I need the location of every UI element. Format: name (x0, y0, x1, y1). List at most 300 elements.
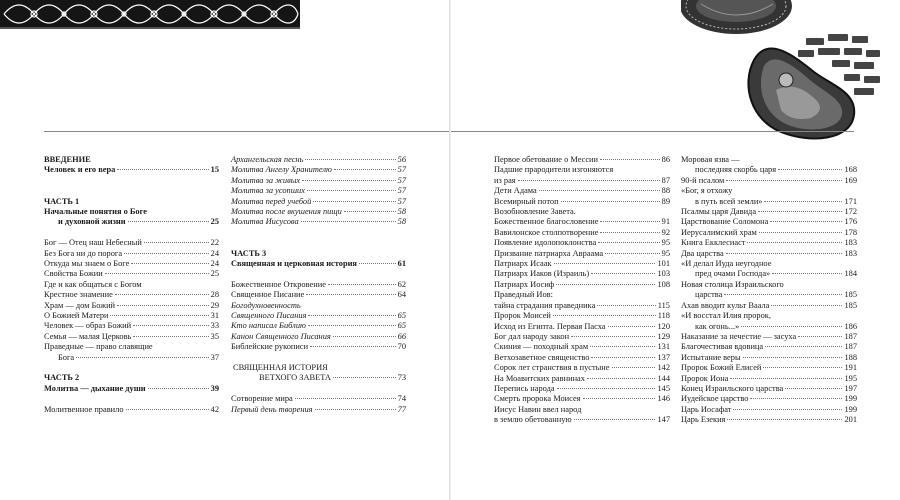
toc-page-number: 25 (210, 269, 219, 279)
toc-page-number: 57 (397, 165, 406, 175)
toc-entry-title: Иерусалимский храм (681, 227, 757, 237)
leader-dots (587, 378, 655, 379)
toc-page-number: 191 (844, 363, 857, 373)
leader-dots (553, 315, 656, 316)
toc-entry-title: Иисус Навин ввел народ (494, 404, 582, 414)
toc-entry[interactable] (494, 384, 670, 394)
leader-dots (765, 346, 842, 347)
toc-entry[interactable] (681, 217, 857, 227)
toc-page-number: 146 (657, 394, 670, 404)
toc-entry[interactable] (494, 228, 670, 238)
toc-entry-title: Возобновление Завета. (494, 207, 576, 217)
toc-entry-title: Свойства Божии (44, 269, 103, 279)
toc-entry-title: 90-й псалом (681, 175, 725, 185)
toc-entry-title: Священное Писание (231, 290, 305, 300)
toc-page-number: 142 (657, 363, 670, 373)
leader-dots (597, 305, 655, 306)
toc-entry[interactable] (44, 280, 219, 290)
leader-dots (726, 180, 842, 181)
right-page (451, 0, 900, 500)
toc-entry-title: Псалмы царя Давида (681, 207, 757, 217)
left-page (0, 0, 449, 500)
toc-page-number: 108 (657, 279, 670, 289)
toc-entry-title: «И делал Иуда неугодное (681, 259, 772, 269)
toc-entry[interactable] (231, 280, 406, 290)
leader-dots (591, 357, 655, 358)
leader-dots (110, 315, 208, 316)
toc-entry-title: тайна страдания праведника (494, 300, 596, 310)
toc-entry[interactable] (681, 394, 857, 404)
header-rule (44, 131, 449, 132)
leader-dots (785, 388, 842, 389)
toc-entry[interactable] (681, 165, 857, 175)
toc-entry[interactable] (494, 280, 670, 290)
toc-entry[interactable] (231, 301, 406, 311)
toc-entry[interactable] (494, 186, 670, 196)
toc-entry-title: Человек — образ Божий (44, 321, 132, 331)
toc-entry[interactable] (44, 269, 219, 279)
toc-spacer (44, 394, 219, 404)
leader-dots (590, 346, 655, 347)
toc-entry-title: Бог дал народу закон (494, 331, 570, 341)
toc-entry-title: Крестное знамение (44, 290, 113, 300)
toc-spacer (44, 176, 219, 197)
toc-page-number: 58 (397, 207, 406, 217)
leader-dots (128, 221, 209, 222)
leader-dots (308, 325, 396, 326)
toc-entry-title: На Моавитских равнинах (494, 373, 585, 383)
toc-page-number: 87 (661, 175, 670, 185)
toc-entry-title: Человек и его вера (44, 165, 116, 175)
toc-entry[interactable] (44, 321, 219, 331)
toc-entry-title: Ветхозаветное священство (494, 352, 590, 362)
leader-dots (770, 221, 842, 222)
toc-entry[interactable] (681, 259, 857, 269)
toc-entry-title: пред очами Господа» (695, 269, 771, 279)
toc-page-number: 92 (661, 227, 670, 237)
toc-entry[interactable] (44, 165, 219, 175)
toc-entry-title: Пророк Моисей (494, 311, 551, 321)
toc-page-number: 131 (657, 342, 670, 352)
leader-dots (117, 169, 208, 170)
toc-page-number: 115 (657, 300, 670, 310)
toc-entry[interactable] (231, 197, 406, 207)
leader-dots (598, 242, 659, 243)
toc-page-number: 169 (844, 175, 857, 185)
toc-page-number: 101 (657, 259, 670, 269)
toc-page-number: 57 (397, 196, 406, 206)
toc-page-number: 42 (210, 404, 219, 414)
toc-entry[interactable] (494, 405, 670, 415)
toc-entry-title: Появление идолопоклонства (494, 238, 597, 248)
toc-spacer (231, 353, 406, 363)
leader-dots (344, 211, 396, 212)
toc-entry[interactable] (494, 197, 670, 207)
toc-entry[interactable] (44, 405, 219, 415)
toc-entry[interactable] (494, 374, 670, 384)
toc-entry-title: Призвание патриарха Авраама (494, 248, 604, 258)
toc-entry-title: Книга Екклесиаст (681, 238, 746, 248)
toc-page-number: 183 (844, 248, 857, 258)
leader-dots (148, 388, 209, 389)
toc-spacer (44, 228, 219, 238)
toc-page-number: 65 (397, 311, 406, 321)
toc-page-number: 70 (397, 342, 406, 352)
toc-entry-title: Патриарх Исаак (494, 259, 552, 269)
toc-entry[interactable] (494, 332, 670, 342)
toc-entry-title: Канон Священного Писания (231, 331, 331, 341)
toc-entry[interactable] (44, 342, 219, 352)
leader-dots (124, 253, 209, 254)
toc-entry-title: Иудейское царство (681, 394, 749, 404)
toc-page-number: 183 (844, 238, 857, 248)
toc-entry[interactable] (231, 207, 406, 217)
toc-entry-title: Божественное Откровение (231, 279, 326, 289)
toc-entry[interactable] (681, 332, 857, 342)
toc-entry[interactable] (494, 238, 670, 248)
toc-entry[interactable] (231, 405, 406, 415)
toc-entry[interactable] (231, 259, 406, 269)
toc-entry[interactable] (681, 322, 857, 332)
toc-page-number: 129 (657, 331, 670, 341)
toc-entry[interactable] (494, 259, 670, 269)
toc-entry-title: Конец Израильского царства (681, 383, 784, 393)
toc-entry-title: ЧАСТЬ 2 (44, 373, 80, 383)
toc-page-number: 199 (844, 404, 857, 414)
leader-dots (334, 169, 396, 170)
toc-entry-title: в путь всей земли» (695, 196, 763, 206)
toc-page-number: 74 (397, 394, 406, 404)
toc-entry-title: Молитва после вкушения пищи (231, 207, 342, 217)
toc-page-number: 171 (844, 196, 857, 206)
leader-dots (759, 232, 843, 233)
illustration-icon (736, 30, 886, 145)
toc-page-number: 144 (657, 373, 670, 383)
toc-entry-title: Скиния — походный храм (494, 342, 589, 352)
leader-dots (133, 336, 208, 337)
toc-entry-title: царства (695, 290, 723, 300)
leader-dots (724, 294, 842, 295)
toc-entry[interactable] (681, 353, 857, 363)
toc-entry-title: Молитва Ангелу Хранителю (231, 165, 332, 175)
toc-entry-title: Священного Писания (231, 311, 307, 321)
leader-dots (359, 263, 396, 264)
toc-entry[interactable] (44, 259, 219, 269)
toc-page-number: 77 (397, 404, 406, 414)
toc-entry[interactable] (494, 155, 670, 165)
toc-page-number: 197 (844, 383, 857, 393)
leader-dots (726, 253, 843, 254)
toc-entry[interactable] (681, 207, 857, 217)
toc-page-number: 73 (397, 373, 406, 383)
toc-column (681, 155, 857, 426)
toc-entry[interactable] (494, 269, 670, 279)
toc-page-number: 24 (210, 259, 219, 269)
toc-page-number: 37 (210, 352, 219, 362)
toc-entry-title: Царь Езекия (681, 415, 726, 425)
toc-page-number: 185 (844, 290, 857, 300)
toc-page-number: 62 (397, 279, 406, 289)
toc-entry-title: и духовной жизни (58, 217, 126, 227)
toc-entry-title: «И восстал Илия пророк, (681, 311, 771, 321)
leader-dots (605, 253, 659, 254)
toc-entry[interactable] (44, 301, 219, 311)
leader-dots (328, 284, 396, 285)
toc-page-number: 95 (661, 248, 670, 258)
toc-entry[interactable] (494, 165, 670, 175)
toc-entry-title: Молитва — дыхание души (44, 383, 146, 393)
toc-entry-title: Храм — дом Божий (44, 300, 116, 310)
toc-page-number: 29 (210, 300, 219, 310)
toc-page-number: 31 (210, 311, 219, 321)
leader-dots (307, 190, 396, 191)
leader-dots (333, 336, 396, 337)
toc-entry[interactable] (44, 290, 219, 300)
toc-entry[interactable] (231, 363, 406, 373)
leader-dots (117, 305, 209, 306)
toc-spacer (231, 228, 406, 249)
toc-entry[interactable] (231, 290, 406, 300)
toc-entry[interactable] (681, 197, 857, 207)
toc-entry[interactable] (231, 394, 406, 404)
toc-entry[interactable] (681, 186, 857, 196)
toc-entry-title: Библейские рукописи (231, 342, 309, 352)
toc-page-number: 199 (844, 394, 857, 404)
toc-entry[interactable] (681, 342, 857, 352)
leader-dots (608, 326, 656, 327)
toc-page-number: 86 (661, 155, 670, 164)
toc-entry-title: Пророк Божий Елисей (681, 363, 762, 373)
toc-page-number: 57 (397, 175, 406, 185)
toc-entry[interactable] (494, 322, 670, 332)
leader-dots (306, 294, 395, 295)
toc-entry[interactable] (681, 176, 857, 186)
toc-page-number: 25 (210, 217, 219, 227)
leader-dots (772, 273, 842, 274)
toc-entry-title: Царствование Соломона (681, 217, 769, 227)
toc-page-number: 186 (844, 321, 857, 331)
toc-entry[interactable] (231, 342, 406, 352)
toc-entry[interactable] (494, 342, 670, 352)
toc-entry-title: Без Бога ни до порога (44, 248, 123, 258)
toc-entry[interactable] (681, 228, 857, 238)
toc-entry-title: Бога (58, 352, 75, 362)
leader-dots (600, 159, 660, 160)
toc-entry-title: Наказание за нечестие — засуха (681, 331, 797, 341)
toc-page-number: 28 (210, 290, 219, 300)
leader-dots (571, 336, 655, 337)
toc-entry-title: Бог — Отец наш Небесный (44, 238, 142, 248)
toc-page-number: 147 (657, 415, 670, 425)
toc-entry[interactable] (231, 155, 406, 165)
leader-dots (310, 346, 396, 347)
toc-entry-title: Новая столица Израильского (681, 279, 784, 289)
leader-dots (557, 388, 656, 389)
leader-dots (612, 367, 656, 368)
leader-dots (301, 221, 396, 222)
toc-entry[interactable] (681, 301, 857, 311)
toc-entry[interactable] (494, 217, 670, 227)
leader-dots (591, 273, 655, 274)
toc-page-number: 187 (844, 342, 857, 352)
toc-entry[interactable] (494, 176, 670, 186)
toc-column (231, 155, 406, 415)
toc-page-number: 35 (210, 331, 219, 341)
toc-entry-title: Два царства (681, 248, 724, 258)
toc-entry[interactable] (44, 311, 219, 321)
toc-entry[interactable] (44, 217, 219, 227)
toc-page-number: 95 (661, 238, 670, 248)
toc-entry[interactable] (44, 155, 219, 165)
toc-entry[interactable] (231, 311, 406, 321)
toc-entry[interactable] (681, 415, 857, 425)
toc-entry[interactable] (494, 353, 670, 363)
toc-entry[interactable] (231, 186, 406, 196)
leader-dots (600, 221, 659, 222)
toc-entry[interactable] (681, 405, 857, 415)
toc-page-number: 33 (210, 321, 219, 331)
toc-page-number: 176 (844, 217, 857, 227)
toc-entry[interactable] (231, 332, 406, 342)
toc-entry-title: в землю обетованную (494, 415, 572, 425)
toc-spacer (231, 384, 406, 394)
leader-dots (798, 336, 842, 337)
leader-dots (133, 325, 209, 326)
leader-dots (315, 409, 396, 410)
toc-column (494, 155, 670, 426)
toc-entry[interactable] (44, 238, 219, 248)
toc-entry[interactable] (681, 290, 857, 300)
toc-entry[interactable] (681, 249, 857, 259)
toc-entry[interactable] (681, 269, 857, 279)
toc-page-number: 66 (397, 331, 406, 341)
toc-entry-title: Перепись народа (494, 383, 555, 393)
toc-page-number: 184 (844, 269, 857, 279)
toc-entry-title: ЧАСТЬ 3 (231, 248, 267, 258)
toc-entry-title: Дети Адама (494, 186, 537, 196)
toc-entry[interactable] (44, 197, 219, 207)
leader-dots (539, 190, 660, 191)
toc-entry[interactable] (681, 155, 857, 165)
toc-entry[interactable] (681, 384, 857, 394)
toc-entry[interactable] (44, 249, 219, 259)
toc-entry[interactable] (44, 207, 219, 217)
toc-page-number: 188 (844, 352, 857, 362)
toc-page-number: 137 (657, 352, 670, 362)
toc-entry-title: Семья — малая Церковь (44, 331, 132, 341)
toc-entry-title: Откуда мы знаем о Боге (44, 259, 130, 269)
toc-entry-title: «Бог, я отхожу (681, 186, 733, 196)
toc-page-number: 168 (844, 165, 857, 175)
toc-entry[interactable] (44, 353, 219, 363)
toc-entry[interactable] (231, 165, 406, 175)
leader-dots (561, 201, 660, 202)
leader-dots (727, 419, 842, 420)
toc-entry-title: Богодухновенность (231, 300, 301, 310)
toc-entry[interactable] (44, 373, 219, 383)
leader-dots (764, 201, 842, 202)
toc-entry[interactable] (494, 207, 670, 217)
toc-entry[interactable] (494, 415, 670, 425)
toc-page-number: 187 (844, 331, 857, 341)
toc-page-number: 120 (657, 321, 670, 331)
toc-entry[interactable] (681, 280, 857, 290)
toc-entry[interactable] (44, 384, 219, 394)
leader-dots (144, 242, 209, 243)
toc-entry-title: из рая (494, 175, 516, 185)
toc-page-number: 118 (657, 311, 670, 321)
toc-page-number: 57 (397, 186, 406, 196)
toc-entry-title: Праведный Иов: (494, 290, 553, 300)
leader-dots (730, 378, 842, 379)
toc-entry-title: Смерть пророка Моисея (494, 394, 581, 404)
toc-entry-title: СВЯЩЕННАЯ ИСТОРИЯ (233, 363, 328, 373)
toc-entry-title: Праведные — право славящие (44, 342, 153, 352)
leader-dots (747, 242, 842, 243)
header-rule (451, 131, 854, 132)
toc-entry[interactable] (494, 301, 670, 311)
toc-entry[interactable] (494, 363, 670, 373)
toc-page-number: 56 (397, 155, 406, 164)
toc-entry[interactable] (44, 332, 219, 342)
toc-entry[interactable] (231, 217, 406, 227)
toc-page-number: 64 (397, 290, 406, 300)
toc-entry[interactable] (231, 373, 406, 383)
toc-entry[interactable] (494, 311, 670, 321)
toc-entry[interactable] (681, 311, 857, 321)
toc-entry[interactable] (681, 374, 857, 384)
leader-dots (554, 263, 656, 264)
leader-dots (518, 180, 660, 181)
toc-entry-title: Первое обетование о Мессии (494, 155, 599, 164)
leader-dots (741, 326, 842, 327)
leader-dots (600, 232, 659, 233)
toc-entry[interactable] (494, 290, 670, 300)
toc-entry-title: ЧАСТЬ 1 (44, 196, 80, 206)
toc-entry-title: Моровая язва — (681, 155, 740, 164)
toc-page-number: 178 (844, 227, 857, 237)
toc-entry-title: Испытание веры (681, 352, 741, 362)
leader-dots (302, 180, 395, 181)
toc-entry[interactable] (494, 394, 670, 404)
toc-entry-title: ВЕТХОГО ЗАВЕТА (259, 373, 331, 383)
toc-spacer (231, 269, 406, 279)
toc-page-number: 145 (657, 383, 670, 393)
ornament-border (0, 0, 300, 30)
leader-dots (333, 377, 396, 378)
toc-entry-title: Вавилонское столпотворение (494, 227, 599, 237)
toc-entry[interactable] (231, 321, 406, 331)
toc-entry-title: Всемирный потоп (494, 196, 559, 206)
toc-entry-title: Молитвенное правило (44, 404, 124, 414)
toc-entry[interactable] (681, 363, 857, 373)
toc-entry-title: Патриарх Иаков (Израиль) (494, 269, 590, 279)
toc-entry-title: Пророк Иона (681, 373, 729, 383)
toc-page-number: 195 (844, 373, 857, 383)
toc-entry[interactable] (494, 249, 670, 259)
toc-page-number: 88 (661, 186, 670, 196)
toc-page-number: 103 (657, 269, 670, 279)
leader-dots (115, 294, 209, 295)
toc-entry-title: Архангельская песнь (231, 155, 304, 164)
toc-entry[interactable] (231, 249, 406, 259)
toc-entry[interactable] (231, 176, 406, 186)
leader-dots (583, 398, 656, 399)
leader-dots (305, 159, 395, 160)
toc-entry-title: Патриарх Иосиф (494, 279, 555, 289)
toc-entry[interactable] (681, 238, 857, 248)
toc-entry-title: Кто написал Библию (231, 321, 306, 331)
